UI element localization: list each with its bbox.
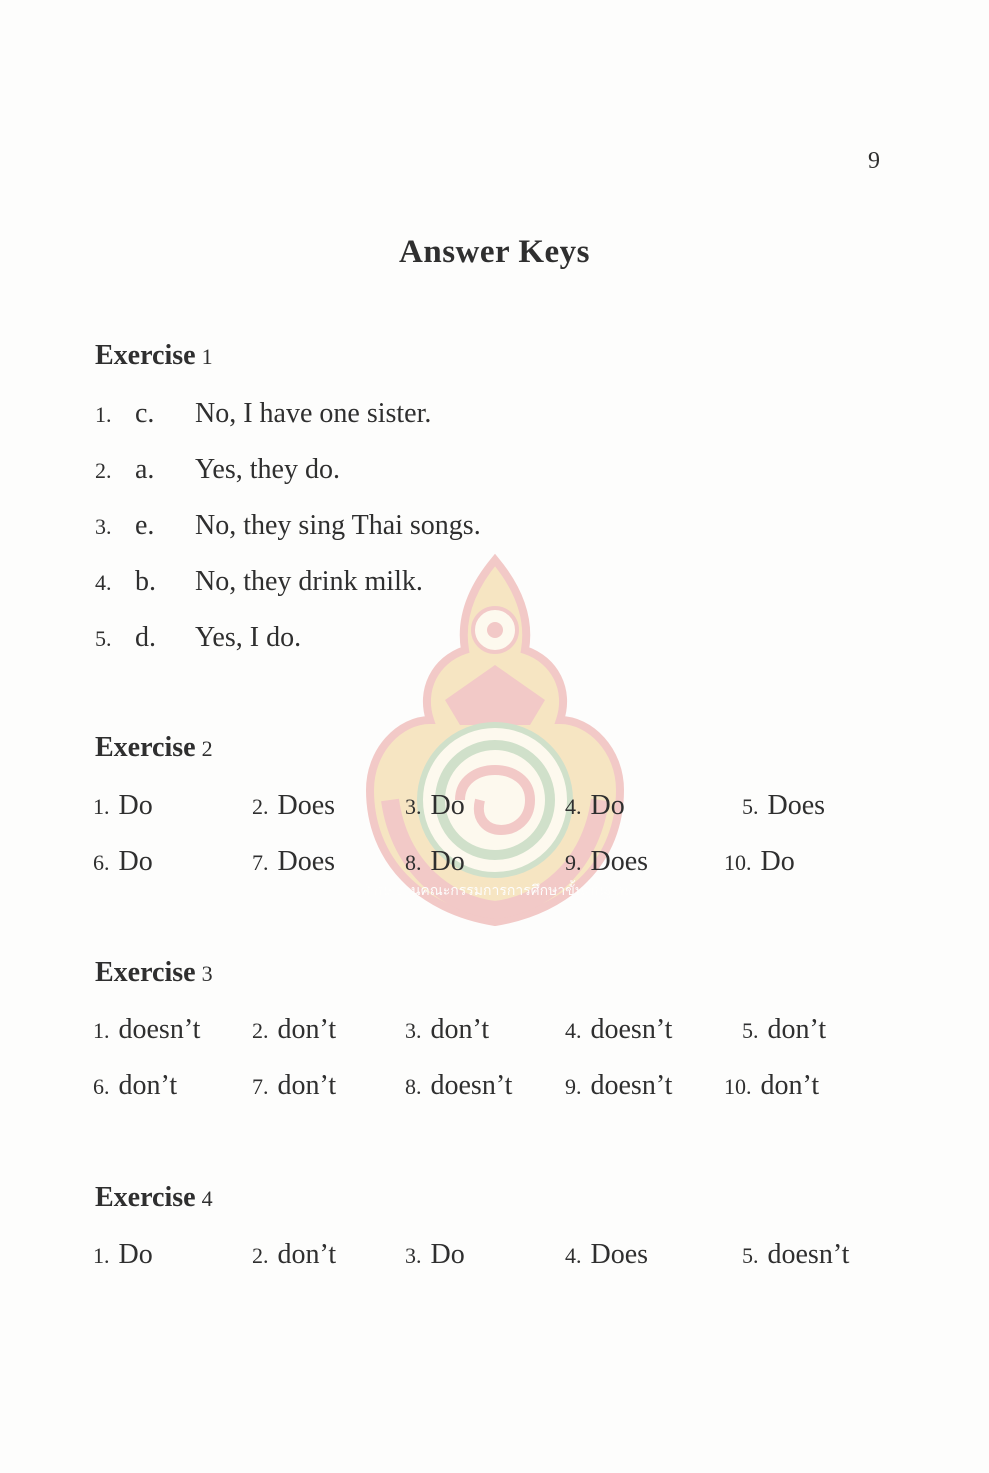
item-number: 5. (742, 794, 759, 819)
item-number: 6. (93, 850, 110, 875)
exercise-2-item-7 (252, 846, 335, 878)
exercise-2-item-5 (742, 790, 825, 822)
exercise-label: Exercise (95, 1182, 196, 1213)
exercise-4-item-3 (405, 1239, 465, 1271)
item-number: 2. (252, 1243, 269, 1268)
item-answer: Does (590, 846, 649, 877)
item-answer: doesn’t (430, 1070, 513, 1101)
exercise-3-item-10 (724, 1070, 819, 1102)
item-answer: doesn’t (590, 1070, 673, 1101)
item-answer: don’t (430, 1014, 490, 1045)
item-answer: Does (590, 1239, 649, 1270)
item-number: 2. (252, 1018, 269, 1043)
item-number: 3. (405, 794, 422, 819)
item-number: 4. (565, 1018, 582, 1043)
item-answer: don’t (277, 1239, 337, 1270)
item-number: 1. (93, 794, 110, 819)
item-number: 1. (93, 1243, 110, 1268)
item-answer: No, I have one sister. (195, 398, 432, 429)
exercise-3-item-7 (252, 1070, 336, 1102)
exercise-2-item-4 (565, 790, 625, 822)
item-answer: Do (430, 1239, 465, 1270)
exercise-4-item-4 (565, 1239, 648, 1271)
exercise-label: Exercise (95, 340, 196, 371)
item-answer: Do (118, 846, 153, 877)
exercise-1-item-3 (95, 510, 481, 542)
exercise-2-item-3 (405, 790, 465, 822)
item-answer: doesn’t (767, 1239, 850, 1270)
exercise-label: Exercise (95, 957, 196, 988)
exercise-1-item-4 (95, 566, 423, 598)
exercise-number: 1 (201, 344, 213, 369)
item-letter: a. (135, 454, 155, 485)
item-letter: e. (135, 510, 155, 541)
item-number: 7. (252, 850, 269, 875)
exercise-2-item-2 (252, 790, 335, 822)
item-number: 5. (95, 626, 112, 651)
item-number: 10. (724, 850, 752, 875)
page-number: 9 (868, 148, 880, 174)
item-answer: don’t (118, 1070, 178, 1101)
item-number: 9. (565, 1074, 582, 1099)
exercise-3-item-9 (565, 1070, 672, 1102)
item-answer: Does (277, 790, 336, 821)
item-letter: c. (135, 398, 155, 429)
exercise-1-item-2 (95, 454, 340, 486)
item-answer: don’t (277, 1070, 337, 1101)
item-number: 4. (95, 570, 112, 595)
item-number: 7. (252, 1074, 269, 1099)
item-number: 1. (93, 1018, 110, 1043)
exercise-3-item-5 (742, 1014, 826, 1046)
exercise-1-item-1 (95, 398, 431, 430)
item-answer: Yes, they do. (195, 454, 340, 485)
item-answer: don’t (760, 1070, 820, 1101)
item-answer: Do (590, 790, 625, 821)
item-number: 9. (565, 850, 582, 875)
item-number: 2. (252, 794, 269, 819)
item-letter: d. (135, 622, 156, 653)
exercise-3-item-8 (405, 1070, 512, 1102)
seal-text: สำนักงานคณะกรรมการการศึกษาขั้นพื้นฐาน (361, 884, 629, 899)
item-number: 6. (93, 1074, 110, 1099)
exercise-2-item-10 (724, 846, 795, 878)
item-number: 4. (565, 1243, 582, 1268)
exercise-number: 3 (201, 961, 213, 986)
exercise-3-heading (95, 957, 213, 989)
item-answer: Yes, I do. (195, 622, 302, 653)
item-answer: doesn’t (118, 1014, 201, 1045)
item-number: 8. (405, 850, 422, 875)
item-answer: Does (767, 790, 826, 821)
item-number: 3. (405, 1018, 422, 1043)
exercise-4-item-1 (93, 1239, 153, 1271)
exercise-1-item-5 (95, 622, 301, 654)
item-answer: don’t (277, 1014, 337, 1045)
exercise-2-item-8 (405, 846, 465, 878)
exercise-2-heading (95, 732, 213, 764)
item-answer: No, they sing Thai songs. (195, 510, 481, 541)
exercise-number: 4 (201, 1186, 213, 1211)
item-answer: Do (760, 846, 795, 877)
exercise-3-item-3 (405, 1014, 489, 1046)
item-answer: don’t (767, 1014, 827, 1045)
item-answer: Do (430, 846, 465, 877)
exercise-3-item-6 (93, 1070, 177, 1102)
item-answer: Do (118, 790, 153, 821)
item-answer: Do (430, 790, 465, 821)
item-number: 2. (95, 458, 112, 483)
item-number: 4. (565, 794, 582, 819)
exercise-1-heading (95, 340, 213, 372)
exercise-2-item-6 (93, 846, 153, 878)
exercise-label: Exercise (95, 732, 196, 763)
item-number: 3. (405, 1243, 422, 1268)
exercise-number: 2 (201, 736, 213, 761)
item-number: 10. (724, 1074, 752, 1099)
exercise-3-item-2 (252, 1014, 336, 1046)
exercise-2-item-9 (565, 846, 648, 878)
item-answer: No, they drink milk. (195, 566, 423, 597)
exercise-4-item-5 (742, 1239, 849, 1271)
item-number: 5. (742, 1018, 759, 1043)
page-title: Answer Keys (399, 234, 590, 270)
item-letter: b. (135, 566, 156, 597)
exercise-3-item-1 (93, 1014, 200, 1046)
item-number: 3. (95, 514, 112, 539)
exercise-4-heading (95, 1182, 213, 1214)
item-answer: Does (277, 846, 336, 877)
item-answer: Do (118, 1239, 153, 1270)
item-number: 8. (405, 1074, 422, 1099)
exercise-2-item-1 (93, 790, 153, 822)
exercise-3-item-4 (565, 1014, 672, 1046)
item-number: 5. (742, 1243, 759, 1268)
item-answer: doesn’t (590, 1014, 673, 1045)
exercise-4-item-2 (252, 1239, 336, 1271)
item-number: 1. (95, 402, 112, 427)
